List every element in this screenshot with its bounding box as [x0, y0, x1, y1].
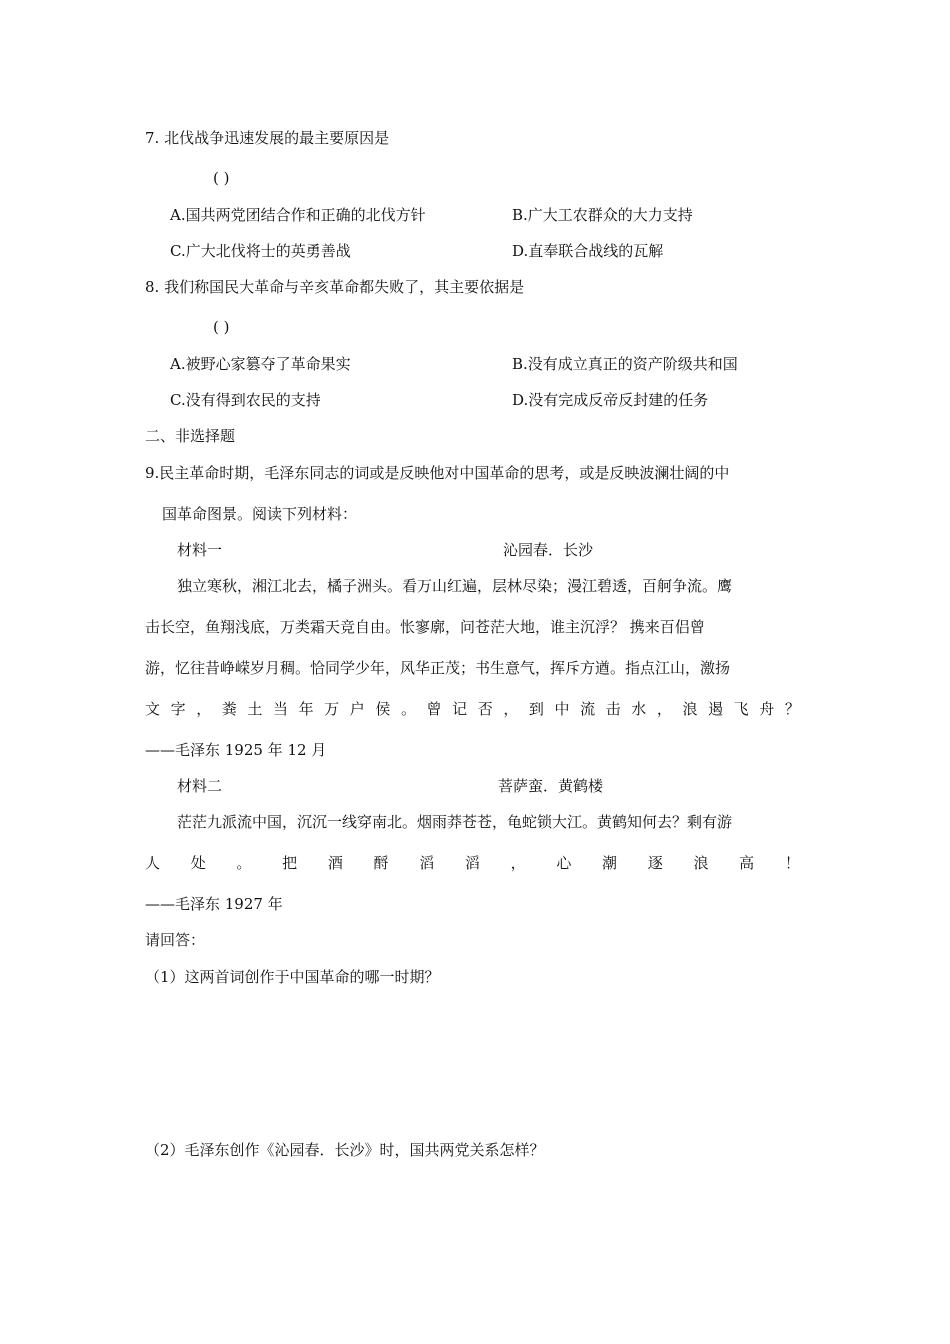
- q9-stem-line-1: 9.民主革命时期，毛泽东同志的词或是反映他对中国革命的思考，或是反映波澜壮阔的中: [145, 464, 730, 482]
- q7-stem: 7. 北伐战争迅速发展的最主要原因是: [145, 129, 390, 147]
- material-2-source: ——毛泽东 1927 年: [145, 895, 283, 913]
- q8-answer-paren: ( ): [213, 318, 230, 336]
- material-1-label: 材料一: [177, 541, 223, 559]
- q8-option-b: B.没有成立真正的资产阶级共和国: [512, 355, 738, 373]
- q7-option-c: C.广大北伐将士的英勇善战: [170, 242, 351, 260]
- q8-option-c: C.没有得到农民的支持: [170, 391, 321, 409]
- material-2-label: 材料二: [177, 777, 223, 795]
- q8-option-d: D.没有完成反帝反封建的任务: [512, 391, 709, 409]
- q8-stem: 8. 我们称国民大革命与辛亥革命都失败了，其主要依据是: [145, 278, 525, 296]
- q8-option-a: A.被野心家篡夺了革命果实: [170, 355, 351, 373]
- material-1-line: 游，忆往昔峥嵘岁月稠。恰同学少年，风华正茂；书生意气，挥斥方遒。指点江山，激扬: [145, 659, 731, 677]
- q7-option-a: A.国共两党团结合作和正确的北伐方针: [170, 206, 426, 224]
- q7-option-d: D.直奉联合战线的瓦解: [512, 242, 664, 260]
- material-2-line: 茫茫九派流中国，沉沉一线穿南北。烟雨莽苍苍，龟蛇锁大江。黄鹤知何去？剩有游: [177, 813, 733, 831]
- material-1-title: 沁园春．长沙: [503, 541, 594, 559]
- section-heading: 二、非选择题: [145, 427, 236, 445]
- material-1-line: 独立寒秋，湘江北去，橘子洲头。看万山红遍，层林尽染；漫江碧透，百舸争流。鹰: [177, 577, 733, 595]
- material-1-line: 击长空，鱼翔浅底，万类霜天竞自由。怅寥廓，问苍茫大地，谁主沉浮？ 携来百侣曾: [145, 618, 705, 636]
- sub-question-1: （1）这两首词创作于中国革命的哪一时期？: [145, 968, 440, 986]
- material-2-justified-line: 人 处 。 把 酒 酹 滔 滔 ， 心 潮 逐 浪 高 ！: [145, 854, 800, 872]
- q7-answer-paren: ( ): [213, 169, 230, 187]
- answer-prompt: 请回答：: [145, 931, 206, 949]
- sub-question-2: （2）毛泽东创作《沁园春．长沙》时，国共两党关系怎样？: [145, 1141, 545, 1159]
- q9-stem-line-2: 国革命图景。阅读下列材料：: [162, 505, 358, 523]
- material-1-justified-line: 文 字 ， 粪 土 当 年 万 户 侯 。 曾 记 否 ， 到 中 流 击 水 ， 浪 遏 飞 舟 ？: [145, 700, 800, 718]
- material-1-source: ——毛泽东 1925 年 12 月: [145, 741, 327, 759]
- material-2-title: 菩萨蛮．黄鹤楼: [498, 777, 604, 795]
- q7-option-b: B.广大工农群众的大力支持: [512, 206, 693, 224]
